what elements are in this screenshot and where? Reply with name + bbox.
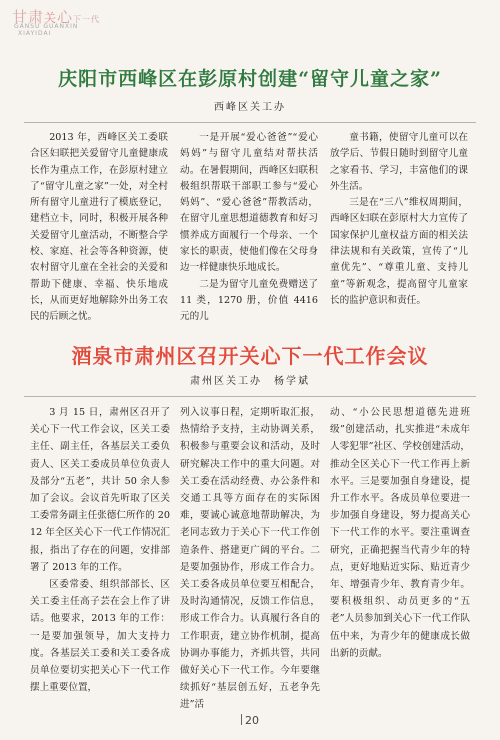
article2-byline: 肃州区关工办 杨学斌 <box>190 376 310 387</box>
paragraph: 2013 年，西峰区关工委联合区妇联把关爱留守儿童健康成长作为重点工作，在彭原村建立了“留守儿童之家”一处，对全村所有留守儿童进行了模底登记，建档立卡，同时，积极开展各种关爱留守儿童活动，不断整合学校、家庭、社会等各种资源，使农村留守儿童在全社会的关爱和帮助下健康、幸福、快乐地成长，从而更好地解除外出务工农民的后顾之忧。 <box>30 132 168 323</box>
paragraph: 动、“小公民思想道德先进班级”创建活动，扎实推进“未成年人零犯罪”社区、学校创建活动，推动全区关心下一代工作再上新水平。三是要加强自身建设，提升工作水平。各成员单位要进一步加强自身建设，努力提高关心下一代工作的水平。要注重调查研究，正确把握当代青少年的特点，更好地贴近实际、贴近青少年、增强青少年、教育青少年。要积极组织、动员更多的“五老”人员参加到关心下一代工作队伍中来，为青少年的健康成长做出新的贡献。 <box>330 407 470 659</box>
article2-column-2 <box>180 404 320 714</box>
paragraph: 三是在“三八”维权周期间，西峰区妇联在彭原村大力宣传了国家保护儿童权益方面的相关法律法规和有关政策，宣传了“儿童优先”、“尊重儿童、支持儿童”等新观念，提高留守儿童家长的监护意识和责任。 <box>330 197 468 306</box>
logo-english-line2: XIAYIDAI <box>18 30 52 37</box>
article1-title: 庆阳市西峰区在彭原村创建“留守儿童之家” <box>58 68 442 90</box>
article1-byline: 西峰区关工办 <box>214 102 286 113</box>
paragraph: 列入议事日程，定期听取汇报，热情给予支持，主动协调关系，积极参与重要会议和活动，及时研究解决工作中的重大问题。对关工委在活动经费、办公条件和交通工具等方面存在的实际困难，要诚心诚意地帮助解决，为老同志致力于关心下一代工作创造条件、搭建更广阔的平台。二是要加强协作，形成工作合力。关工委各成员单位要互相配合，及时沟通情况，反馈工作信息，形成工作合力。认真履行各自的工作职责，建立协作机制，提高协调办事能力，齐抓共管，共同做好关心下一代工作。今年要继续抓好“基层创五好，五老争先进”活 <box>180 407 320 711</box>
logo-english-line1: GANSU GUANXIN <box>14 23 79 30</box>
paragraph: 童书籍，使留守儿童可以在放学后、节假日随时到留守儿童之家看书、学习，丰富他们的课外生活。 <box>330 132 468 192</box>
paragraph: 一是开展“爱心爸爸”“爱心妈妈”与留守儿童结对帮扶活动。在暑假期间，西峰区妇联积极组织帮联干部职工参与“爱心妈妈”、“爱心爸爸”帮教活动，在留守儿童思想道德教育和好习惯养成方面履行一个母亲、一个家长的职责，使他们像在父母身边一样健康快乐地成长。 <box>180 132 318 274</box>
article2-column-1 <box>30 404 170 696</box>
article1-column-2 <box>180 130 318 326</box>
article1-top-rule <box>24 122 476 123</box>
article2-title: 酒泉市肃州区召开关心下一代工作会议 <box>71 344 429 368</box>
logo-chinese: 甘肃关心下一代 <box>12 8 101 26</box>
paragraph: 二是为留守儿童免费赠送了11 类，1270 册，价值 4416 元的儿 <box>180 278 318 323</box>
paragraph: 区委常委、组织部部长、区关工委主任高子芸在会上作了讲话。他要求，2013 年的工作：一是要加强领导，加大支持力度。各基层关工委和关工委各成员单位要切实把关心下一代工作摆上重要位置， <box>30 579 170 694</box>
article1-column-3 <box>330 130 468 309</box>
magazine-logo <box>12 6 132 37</box>
article2-top-rule <box>24 396 476 397</box>
page-number: 20 <box>0 714 500 727</box>
article1-column-1 <box>30 130 168 326</box>
article2-column-3 <box>330 404 470 662</box>
paragraph: 3 月 15 日，肃州区召开了关心下一代工作会议，区关工委主任、副主任，各基层关工委负责人、区关工委成员单位负责人及部分“五老”，共计 50 余人参加了会议。会议首先听取了区关工委常务副主任张德仁所作的 2012 年全区关心下一代工作情况汇报，指出了存在的问题，安排部署了 2013 年的工作。 <box>30 407 170 573</box>
